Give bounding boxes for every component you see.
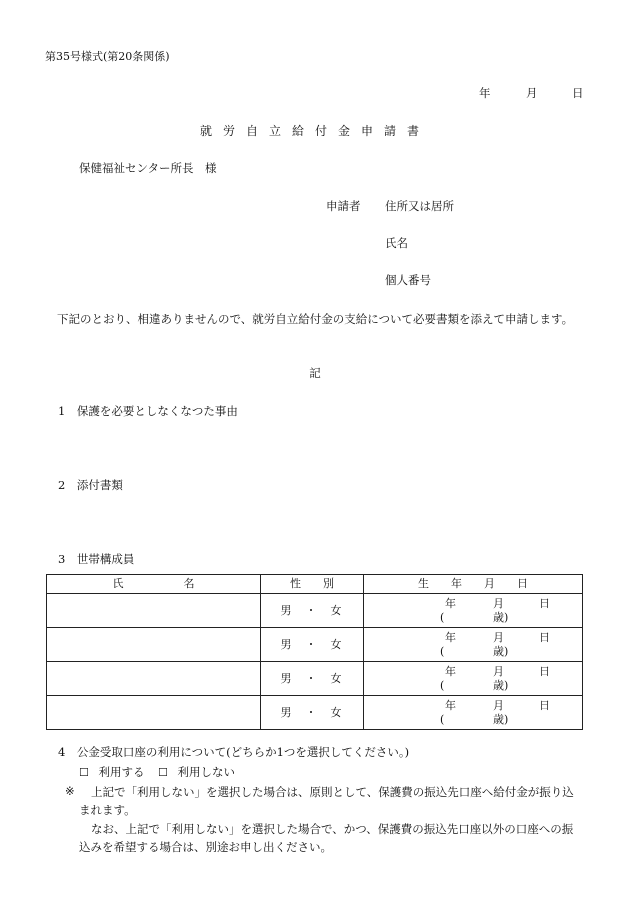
note-1-line-2: まれます。 [79,803,136,817]
section-3-heading: 3 世帯構成員 [58,552,135,566]
member-dob-cell[interactable]: 年 月 日 ( 歳) [364,696,583,730]
option-not-use[interactable] [158,765,235,780]
table-row [47,628,583,662]
header-dob: 生 年 月 日 [364,575,583,594]
note-mark: ※ [65,784,75,798]
member-sex-cell[interactable]: 男 ・ 女 [261,594,364,628]
member-name-cell[interactable] [47,696,261,730]
applicant-name-label: 氏名 [385,236,408,250]
member-name-cell[interactable] [47,628,261,662]
table-row [47,662,583,696]
section-2-heading: 2 添付書類 [58,478,123,492]
member-dob-cell[interactable]: 年 月 日 ( 歳) [364,662,583,696]
member-name-cell[interactable] [47,662,261,696]
ki-heading: 記 [309,366,321,380]
header-name: 氏 名 [47,575,261,594]
date-day-label: 日 [572,86,584,100]
date-year-label: 年 [479,86,491,100]
option-use-label: 利用する [98,765,145,779]
household-members-table [46,574,583,730]
member-sex-cell[interactable]: 男 ・ 女 [261,628,364,662]
member-sex-cell[interactable]: 男 ・ 女 [261,696,364,730]
applicant-address-label: 住所又は居所 [385,199,454,213]
document-title: 就労自立給付金申請書 [199,124,430,138]
checkbox-icon[interactable]: ☐ [158,766,168,779]
recipient: 保健福祉センター所長 様 [79,161,217,175]
table-row [47,696,583,730]
member-dob-cell[interactable]: 年 月 日 ( 歳) [364,628,583,662]
section-4-heading: 4 公金受取口座の利用について(どちらか1つを選択してください。) [58,745,410,759]
form-number: 第35号様式(第20条関係) [45,50,170,63]
table-header-row [47,575,583,594]
note-2-line-1: なお、上記で「利用しない」を選択した場合で、かつ、保護費の振込先口座以外の口座への振 [91,822,574,836]
member-sex-cell[interactable]: 男 ・ 女 [261,662,364,696]
option-not-use-label: 利用しない [177,765,236,779]
member-name-cell[interactable] [47,594,261,628]
date-month-label: 月 [526,86,538,100]
member-dob-cell[interactable]: 年 月 日 ( 歳) [364,594,583,628]
body-text: 下記のとおり、相違ありませんので、就労自立給付金の支給について必要書類を添えて申請します。 [57,312,574,326]
table-row [47,594,583,628]
applicant-label: 申請者 [326,199,361,213]
checkbox-icon[interactable]: ☐ [79,766,89,779]
option-use[interactable] [79,765,145,780]
header-sex: 性 別 [261,575,364,594]
section-1-heading: 1 保護を必要としなくなつた事由 [58,404,238,418]
applicant-id-number-label: 個人番号 [385,273,431,287]
note-2-line-2: 込みを希望する場合は、別途お申し出ください。 [79,840,332,854]
note-1-line-1: 上記で「利用しない」を選択した場合は、原則として、保護費の振込先口座へ給付金が振り込 [91,785,574,799]
